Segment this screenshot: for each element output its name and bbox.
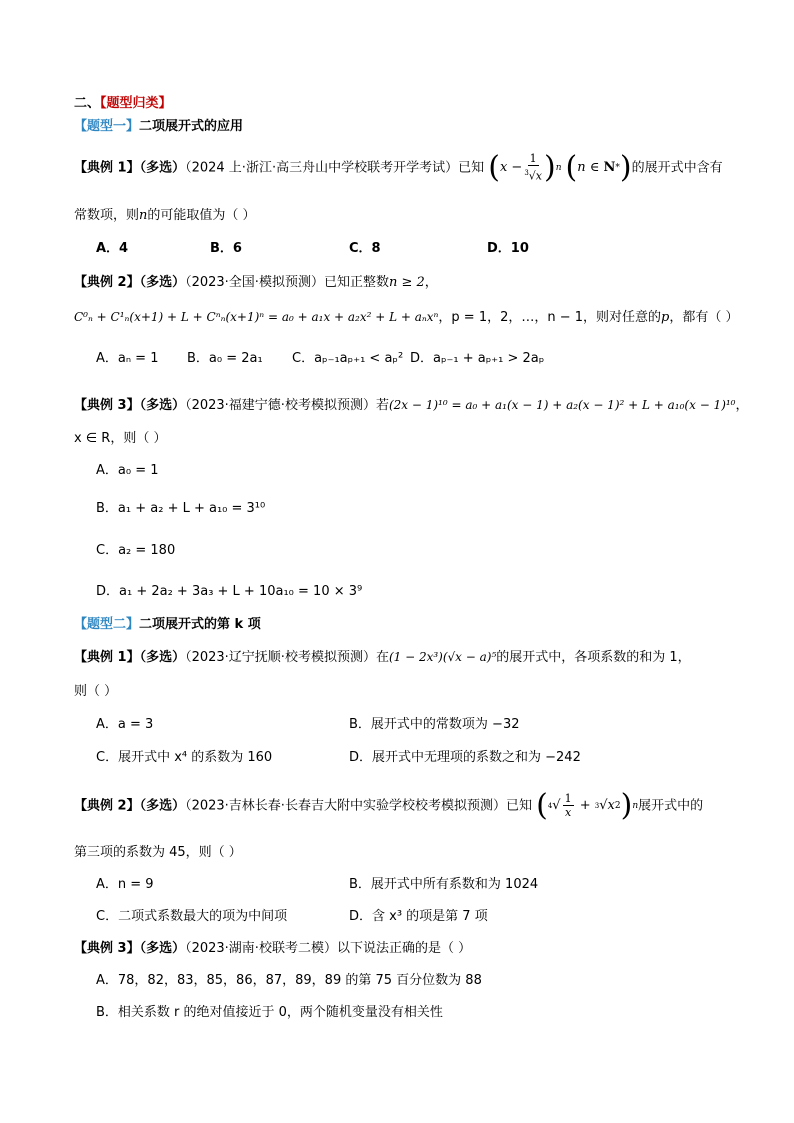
t2-ex1-source: （2023·辽宁抚顺·校考模拟预测）在 (185, 650, 389, 665)
t2-ex2-option-c[interactable]: C．二项式系数最大的项为中间项 (96, 909, 288, 924)
t2-ex2-line2: 第三项的系数为 45，则（ ） (74, 845, 242, 860)
t1-ex1-option-c[interactable]: C．8 (349, 241, 381, 256)
t1-ex3-option-a[interactable]: A．a₀ = 1 (96, 463, 159, 478)
t2-ex3-source: （2023·湖南·校联考二模）以下说法正确的是（ ） (185, 941, 472, 956)
t1-ex1-option-d[interactable]: D．10 (487, 241, 529, 256)
t1-ex2-tail: ，都有（ ） (669, 310, 739, 325)
t1-ex3-line1: 【典例 3】（多选）（2023·福建宁德·校考模拟预测）若(2x − 1)¹⁰ = a₀ + a₁(x − 1) + a₂(x − 1)² + L + a₁₀(x − 1)¹⁰， (74, 398, 749, 413)
t2-ex2-option-d[interactable]: D．含 x³ 的项是第 7 项 (349, 909, 488, 924)
t1-ex1-line2a: 常数项，则 (74, 208, 140, 223)
t1-ex1-after: 的展开式中含有 (631, 160, 723, 176)
t2-ex1-option-c[interactable]: C．展开式中 x⁴ 的系数为 160 (96, 750, 273, 765)
t2-ex2-tag: （多选） (139, 798, 186, 814)
t1-ex1-line2 (74, 207, 256, 225)
t1-ex1-line2b: 的可能取值为（ ） (147, 208, 256, 223)
t2-ex2-line1 (74, 788, 703, 825)
t1-ex2-tag: （多选） (139, 275, 186, 290)
t1-ex3-source: （2023·福建宁德·校考模拟预测）若 (185, 398, 389, 413)
t2-ex2-option-b[interactable]: B．展开式中所有系数和为 1024 (349, 877, 539, 892)
t2-ex3-option-a[interactable]: A．78，82，83，85，86，87，89，89 的第 75 百分位数为 88 (96, 973, 482, 988)
t1-ex2-prange: ，p = 1，2，…，n − 1，则对任意的 (438, 310, 662, 325)
t2-ex2-formula: ( 4 √ $\frac{1}{x}$ + 3 √ x 2 ) n (536, 788, 639, 823)
t1-ex2-formula: C⁰ₙ + C¹ₙ(x+1) + L + Cⁿₙ(x+1)ⁿ = a₀ + a₁x + a₂x² + L + aₙxⁿ (74, 310, 439, 324)
t2-ex1-tag: （多选） (139, 650, 186, 665)
section-prefix: 二、 (74, 96, 101, 111)
t1-ex2-source: （2023·全国·模拟预测）已知正整数 (185, 275, 389, 290)
t1-ex1-option-a[interactable]: A．4 (96, 241, 129, 256)
t2-ex3-label: 【典例 3】 (74, 941, 140, 956)
t1-ex1-option-b[interactable]: B．6 (210, 241, 242, 256)
t2-ex1-option-b[interactable]: B．展开式中的常数项为 −32 (349, 717, 520, 732)
t2-ex2-option-a[interactable]: A．n = 9 (96, 877, 154, 892)
type2-heading (74, 616, 261, 634)
type1-title: 二项展开式的应用 (139, 119, 244, 134)
t1-ex2-line2 (74, 308, 739, 327)
type2-label: 【题型二】 (74, 617, 140, 632)
t2-ex1-line1 (74, 648, 691, 667)
t1-ex3-tag: （多选） (139, 398, 186, 413)
t2-ex1-option-d[interactable]: D．展开式中无理项的系数之和为 −242 (349, 750, 581, 765)
t1-ex1-formula: ( x − $\frac{1}{^3√x}$ ) n ( n ∈ N * ) (488, 150, 632, 185)
t2-ex1-formula: (1 − 2x³)(√x − a)⁵ (388, 650, 497, 664)
t1-ex1-line1 (74, 152, 723, 185)
t1-ex2-option-a[interactable]: A．aₙ = 1 (96, 351, 159, 366)
t2-ex2-label: 【典例 2】 (74, 798, 140, 814)
t1-ex3-formula: (2x − 1)¹⁰ = a₀ + a₁(x − 1) + a₂(x − 1)² + L + a₁₀(x − 1)¹⁰ (388, 398, 736, 412)
t1-ex2-pvar: p (661, 310, 670, 325)
t2-ex1-option-a[interactable]: A．a = 3 (96, 717, 154, 732)
t2-ex3-line1 (74, 940, 471, 958)
t1-ex2-cond: n ≥ 2 (388, 275, 425, 290)
t1-ex1-tag: （多选） (139, 160, 186, 176)
t2-ex2-tail: 展开式中的 (638, 798, 704, 814)
t2-ex1-label: 【典例 1】 (74, 650, 140, 665)
t1-ex1-var-n: n (139, 208, 148, 223)
t1-ex2-option-b[interactable]: B．a₀ = 2a₁ (187, 351, 263, 366)
t1-ex2-line1: 【典例 2】（多选）（2023·全国·模拟预测）已知正整数n ≥ 2， (74, 275, 438, 290)
t2-ex1-tail: 的展开式中，各项系数的和为 1， (496, 650, 691, 665)
type1-heading (74, 118, 243, 136)
type2-title: 二项展开式的第 k 项 (139, 617, 261, 632)
t2-ex1-line2: 则（ ） (74, 684, 118, 699)
t2-ex2-source: （2023·吉林长春·长春吉大附中实验学校校考模拟预测）已知 (185, 798, 532, 814)
t1-ex3-option-c[interactable]: C．a₂ = 180 (96, 543, 176, 558)
t1-ex2-option-c[interactable]: C．aₚ₋₁aₚ₊₁ < aₚ² (292, 351, 404, 366)
t1-ex1-label: 【典例 1】 (74, 160, 140, 176)
t1-ex2-label: 【典例 2】 (74, 275, 140, 290)
t1-ex3-line2: x ∈ R，则（ ） (74, 431, 167, 446)
t2-ex3-option-b[interactable]: B．相关系数 r 的绝对值接近于 0，两个随机变量没有相关性 (96, 1005, 443, 1020)
t2-ex3-tag: （多选） (139, 941, 186, 956)
t1-ex1-source: （2024 上·浙江·高三舟山中学校联考开学考试）已知 (185, 160, 485, 176)
t1-ex3-option-b[interactable]: B．a₁ + a₂ + L + a₁₀ = 3¹⁰ (96, 501, 266, 516)
t1-ex3-option-d[interactable]: D．a₁ + 2a₂ + 3a₃ + L + 10a₁₀ = 10 × 3⁹ (96, 584, 363, 599)
section-heading (74, 95, 172, 113)
type1-label: 【题型一】 (74, 119, 140, 134)
t1-ex3-label: 【典例 3】 (74, 398, 140, 413)
section-title: 【题型归类】 (100, 96, 172, 111)
t1-ex2-option-d[interactable]: D．aₚ₋₁ + aₚ₊₁ > 2aₚ (410, 351, 545, 366)
